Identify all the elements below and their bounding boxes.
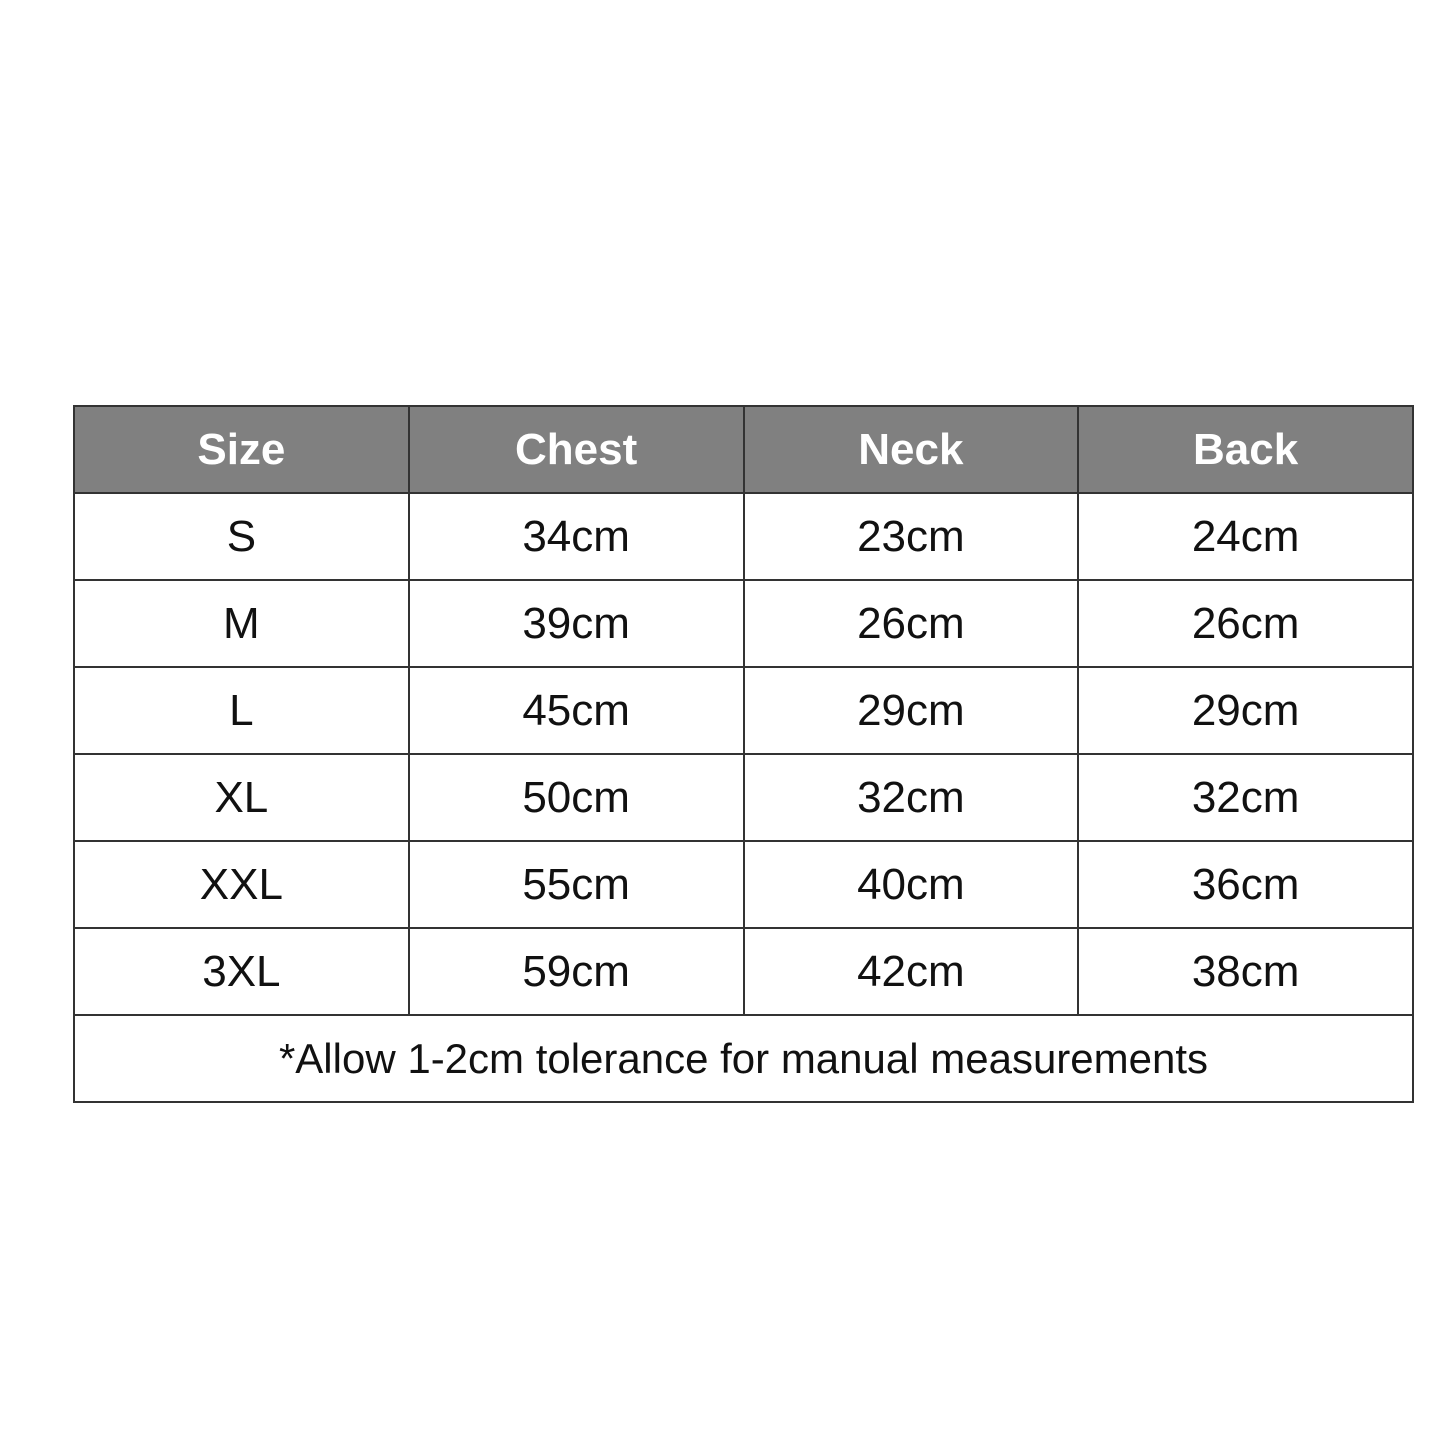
cell-back: 26cm bbox=[1078, 580, 1413, 667]
header-neck: Neck bbox=[744, 406, 1079, 493]
cell-neck: 40cm bbox=[744, 841, 1079, 928]
cell-size: XL bbox=[74, 754, 409, 841]
cell-back: 29cm bbox=[1078, 667, 1413, 754]
cell-size: L bbox=[74, 667, 409, 754]
table-row bbox=[74, 580, 1413, 667]
cell-neck: 32cm bbox=[744, 754, 1079, 841]
tolerance-footnote: *Allow 1-2cm tolerance for manual measurements bbox=[74, 1015, 1413, 1102]
table-row bbox=[74, 754, 1413, 841]
cell-neck: 29cm bbox=[744, 667, 1079, 754]
cell-size: XXL bbox=[74, 841, 409, 928]
table-row bbox=[74, 493, 1413, 580]
cell-chest: 39cm bbox=[409, 580, 744, 667]
cell-chest: 55cm bbox=[409, 841, 744, 928]
table-row bbox=[74, 667, 1413, 754]
table-body bbox=[74, 493, 1413, 1015]
cell-size: M bbox=[74, 580, 409, 667]
cell-neck: 26cm bbox=[744, 580, 1079, 667]
header-back: Back bbox=[1078, 406, 1413, 493]
footnote-row bbox=[74, 1015, 1413, 1102]
cell-chest: 45cm bbox=[409, 667, 744, 754]
cell-back: 38cm bbox=[1078, 928, 1413, 1015]
cell-back: 32cm bbox=[1078, 754, 1413, 841]
cell-back: 36cm bbox=[1078, 841, 1413, 928]
cell-size: S bbox=[74, 493, 409, 580]
cell-back: 24cm bbox=[1078, 493, 1413, 580]
cell-chest: 34cm bbox=[409, 493, 744, 580]
table-header bbox=[74, 406, 1413, 493]
header-row bbox=[74, 406, 1413, 493]
table-row bbox=[74, 841, 1413, 928]
cell-neck: 42cm bbox=[744, 928, 1079, 1015]
table-row bbox=[74, 928, 1413, 1015]
cell-size: 3XL bbox=[74, 928, 409, 1015]
table-footer bbox=[74, 1015, 1413, 1102]
cell-chest: 59cm bbox=[409, 928, 744, 1015]
cell-neck: 23cm bbox=[744, 493, 1079, 580]
header-chest: Chest bbox=[409, 406, 744, 493]
cell-chest: 50cm bbox=[409, 754, 744, 841]
header-size: Size bbox=[74, 406, 409, 493]
size-chart-table bbox=[73, 405, 1414, 1103]
